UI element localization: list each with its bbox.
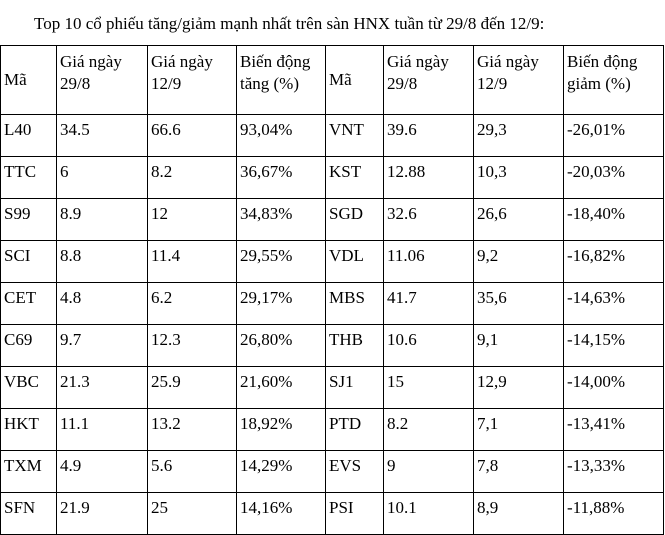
table-row (1, 451, 664, 493)
header-gain-price-29-8 (57, 46, 148, 115)
cell-gain-change: 26,80% (237, 325, 326, 367)
cell-loss-change: -11,88% (564, 493, 664, 535)
header-line: 12/9 (151, 74, 182, 93)
header-line: Giá ngày (477, 52, 539, 71)
cell-loss-code: PTD (326, 409, 384, 451)
cell-loss-price-12-9: 7,8 (474, 451, 564, 493)
header-line: tăng (%) (240, 74, 300, 93)
header-loss-code: Mã (326, 46, 384, 115)
header-line: Biến động (240, 52, 311, 71)
cell-gain-code: CET (1, 283, 57, 325)
cell-loss-price-29-8: 12.88 (384, 157, 474, 199)
cell-gain-price-12-9: 12.3 (148, 325, 237, 367)
table-row (1, 157, 664, 199)
cell-gain-price-29-8: 11.1 (57, 409, 148, 451)
cell-gain-price-29-8: 8.9 (57, 199, 148, 241)
cell-loss-price-12-9: 8,9 (474, 493, 564, 535)
cell-gain-price-29-8: 6 (57, 157, 148, 199)
cell-loss-code: PSI (326, 493, 384, 535)
cell-gain-price-29-8: 21.9 (57, 493, 148, 535)
cell-loss-price-12-9: 9,1 (474, 325, 564, 367)
cell-loss-code: SJ1 (326, 367, 384, 409)
cell-loss-price-29-8: 41.7 (384, 283, 474, 325)
cell-gain-price-29-8: 21.3 (57, 367, 148, 409)
cell-loss-price-29-8: 39.6 (384, 115, 474, 157)
cell-gain-price-29-8: 9.7 (57, 325, 148, 367)
cell-gain-price-29-8: 8.8 (57, 241, 148, 283)
header-line: giảm (%) (567, 74, 631, 93)
cell-gain-code: HKT (1, 409, 57, 451)
cell-loss-change: -14,63% (564, 283, 664, 325)
cell-gain-change: 21,60% (237, 367, 326, 409)
cell-loss-price-29-8: 10.6 (384, 325, 474, 367)
cell-loss-price-12-9: 7,1 (474, 409, 564, 451)
cell-loss-change: -26,01% (564, 115, 664, 157)
cell-gain-price-29-8: 4.8 (57, 283, 148, 325)
cell-gain-code: S99 (1, 199, 57, 241)
cell-gain-code: L40 (1, 115, 57, 157)
cell-gain-code: TTC (1, 157, 57, 199)
cell-loss-price-12-9: 12,9 (474, 367, 564, 409)
cell-loss-change: -14,00% (564, 367, 664, 409)
header-loss-price-29-8 (384, 46, 474, 115)
cell-gain-price-12-9: 11.4 (148, 241, 237, 283)
cell-loss-price-12-9: 35,6 (474, 283, 564, 325)
cell-loss-code: MBS (326, 283, 384, 325)
header-line: 12/9 (477, 74, 508, 93)
table-row (1, 115, 664, 157)
cell-loss-price-29-8: 9 (384, 451, 474, 493)
cell-loss-change: -16,82% (564, 241, 664, 283)
header-line: 29/8 (387, 74, 418, 93)
cell-loss-price-29-8: 8.2 (384, 409, 474, 451)
cell-gain-change: 34,83% (237, 199, 326, 241)
cell-loss-change: -14,15% (564, 325, 664, 367)
cell-gain-price-29-8: 34.5 (57, 115, 148, 157)
table-row (1, 199, 664, 241)
cell-gain-change: 29,17% (237, 283, 326, 325)
cell-loss-price-29-8: 32.6 (384, 199, 474, 241)
cell-loss-change: -13,41% (564, 409, 664, 451)
cell-gain-price-12-9: 5.6 (148, 451, 237, 493)
cell-loss-code: VNT (326, 115, 384, 157)
cell-loss-price-29-8: 11.06 (384, 241, 474, 283)
cell-gain-price-12-9: 8.2 (148, 157, 237, 199)
cell-gain-code: SCI (1, 241, 57, 283)
cell-gain-price-12-9: 12 (148, 199, 237, 241)
cell-gain-price-12-9: 25 (148, 493, 237, 535)
header-line: 29/8 (60, 74, 91, 93)
cell-loss-code: VDL (326, 241, 384, 283)
header-line: Giá ngày (151, 52, 213, 71)
cell-gain-change: 93,04% (237, 115, 326, 157)
cell-gain-code: SFN (1, 493, 57, 535)
cell-gain-price-29-8: 4.9 (57, 451, 148, 493)
cell-loss-change: -18,40% (564, 199, 664, 241)
table-row (1, 409, 664, 451)
header-gain-code: Mã (1, 46, 57, 115)
cell-gain-price-12-9: 6.2 (148, 283, 237, 325)
cell-gain-code: C69 (1, 325, 57, 367)
header-line: Giá ngày (60, 52, 122, 71)
cell-loss-code: KST (326, 157, 384, 199)
cell-loss-change: -13,33% (564, 451, 664, 493)
cell-gain-code: VBC (1, 367, 57, 409)
table-caption: Top 10 cổ phiếu tăng/giảm mạnh nhất trên sàn HNX tuần từ 29/8 đến 12/9: (34, 14, 545, 33)
cell-loss-price-12-9: 26,6 (474, 199, 564, 241)
cell-loss-change: -20,03% (564, 157, 664, 199)
table-row (1, 493, 664, 535)
table-row (1, 283, 664, 325)
cell-gain-price-12-9: 25.9 (148, 367, 237, 409)
header-row (1, 46, 664, 115)
cell-loss-price-12-9: 29,3 (474, 115, 564, 157)
hnx-stocks-table (0, 45, 664, 535)
cell-gain-change: 18,92% (237, 409, 326, 451)
table-row (1, 325, 664, 367)
header-loss-price-12-9 (474, 46, 564, 115)
header-line: Biến động (567, 52, 638, 71)
cell-gain-change: 36,67% (237, 157, 326, 199)
cell-gain-change: 14,29% (237, 451, 326, 493)
table-row (1, 367, 664, 409)
cell-gain-price-12-9: 13.2 (148, 409, 237, 451)
cell-gain-code: TXM (1, 451, 57, 493)
cell-gain-change: 29,55% (237, 241, 326, 283)
header-gain-price-12-9 (148, 46, 237, 115)
cell-loss-price-29-8: 15 (384, 367, 474, 409)
cell-loss-code: THB (326, 325, 384, 367)
table-row (1, 241, 664, 283)
cell-gain-change: 14,16% (237, 493, 326, 535)
cell-loss-price-12-9: 10,3 (474, 157, 564, 199)
header-line: Giá ngày (387, 52, 449, 71)
header-loss-change (564, 46, 664, 115)
header-gain-change (237, 46, 326, 115)
cell-loss-code: EVS (326, 451, 384, 493)
cell-loss-price-12-9: 9,2 (474, 241, 564, 283)
cell-loss-price-29-8: 10.1 (384, 493, 474, 535)
cell-loss-code: SGD (326, 199, 384, 241)
cell-gain-price-12-9: 66.6 (148, 115, 237, 157)
